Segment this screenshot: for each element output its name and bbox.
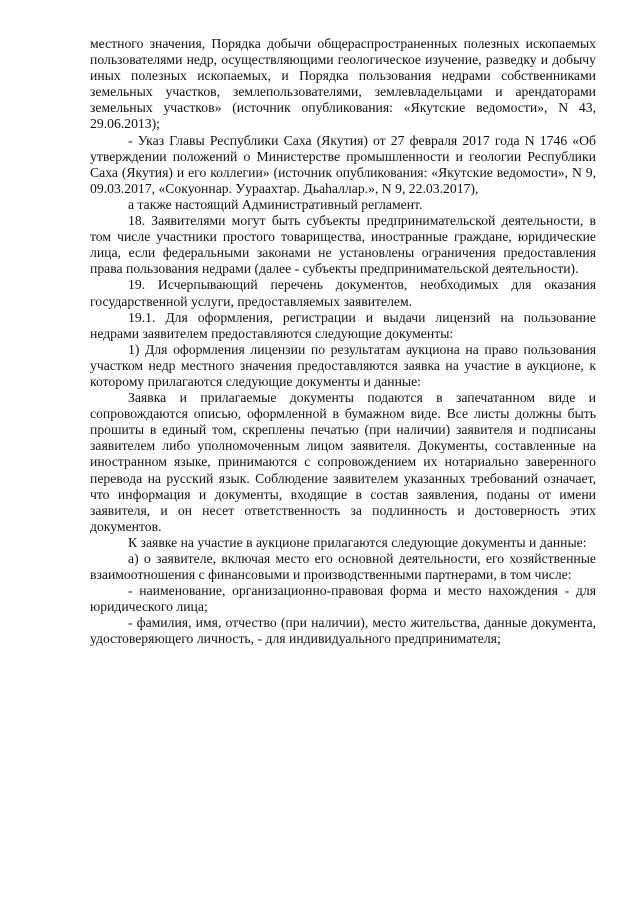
paragraph-19-documents: 19. Исчерпывающий перечень документов, необходимых для оказания государственной услуги, предоставляемых заявителем.: [90, 277, 596, 309]
paragraph-legal-entity: - наименование, организационно-правовая форма и место нахождения - для юридического лица;: [90, 583, 596, 615]
paragraph-attachments: К заявке на участие в аукционе прилагаются следующие документы и данные:: [128, 534, 587, 550]
paragraph-18-applicants: 18. Заявителями могут быть субъекты предпринимательской деятельности, в том числе участники простого товарищества, иностранные граждане, юридические лица, если федеральными законами не установлены ограничения предоставления права пользования недрами (далее - субъекты предпринимательской деятельности).: [90, 213, 596, 277]
paragraph-item-a-applicant: а) о заявителе, включая место его основной деятельности, его хозяйственные взаимоотношения с финансовыми и производственными партнерами, в том числе:: [90, 551, 596, 583]
paragraph-decree: - Указ Главы Республики Саха (Якутия) от 27 февраля 2017 года N 1746 «Об утверждении положений о Министерстве промышленности и геологии Республики Саха (Якутия) и его коллегии» (источник опубликования: «Якутские ведомости», N 9, 09.03.2017, «Сокуоннар. Уураахтар. Дьаһаллар.», N 9, 22.03.2017),: [90, 132, 596, 196]
paragraph-19-1-license: 19.1. Для оформления, регистрации и выдачи лицензий на пользование недрами заявителем предоставляются следующие документы:: [90, 309, 596, 341]
paragraph-continuation: местного значения, Порядка добычи общераспространенных полезных ископаемых пользователями недр, осуществляющими геологическое изучение, разведку и добычу иных полезных ископаемых, и Порядка пользования недрами собственниками земельных участков, землепользователями, землевладельцами и арендаторами земельных участков» (источник опубликования: «Якутские ведомости», N 43, 29.06.2013);: [90, 36, 596, 132]
paragraph-application-requirements: Заявка и прилагаемые документы подаются в запечатанном виде и сопровождаются описью, оформленной в бумажном виде. Все листы должны быть прошиты в единый том, скреплены печатью (при наличии) заявителя и подписаны заявителем либо уполномоченным лицом заявителя. Документы, составленные на иностранном языке, принимаются с сопровождением их нотариально заверенного перевода на русский язык. Соблюдение заявителем указанных требований означает, что информация и документы, входящие в состав заявления, поданы от имени заявителя, и он несет ответственность за подлинность и достоверность этих документов.: [90, 390, 596, 534]
document-page: [90, 36, 596, 648]
paragraph-regulation: а также настоящий Административный регламент.: [128, 196, 423, 212]
paragraph-entrepreneur: - фамилия, имя, отчество (при наличии), место жительства, данные документа, удостоверяющего личность, - для индивидуального предпринимателя;: [90, 615, 596, 647]
paragraph-item-1-auction: 1) Для оформления лицензии по результатам аукциона на право пользования участком недр местного значения предоставляются заявка на участие в аукционе, к которому прилагаются следующие документы и данные:: [90, 341, 596, 389]
